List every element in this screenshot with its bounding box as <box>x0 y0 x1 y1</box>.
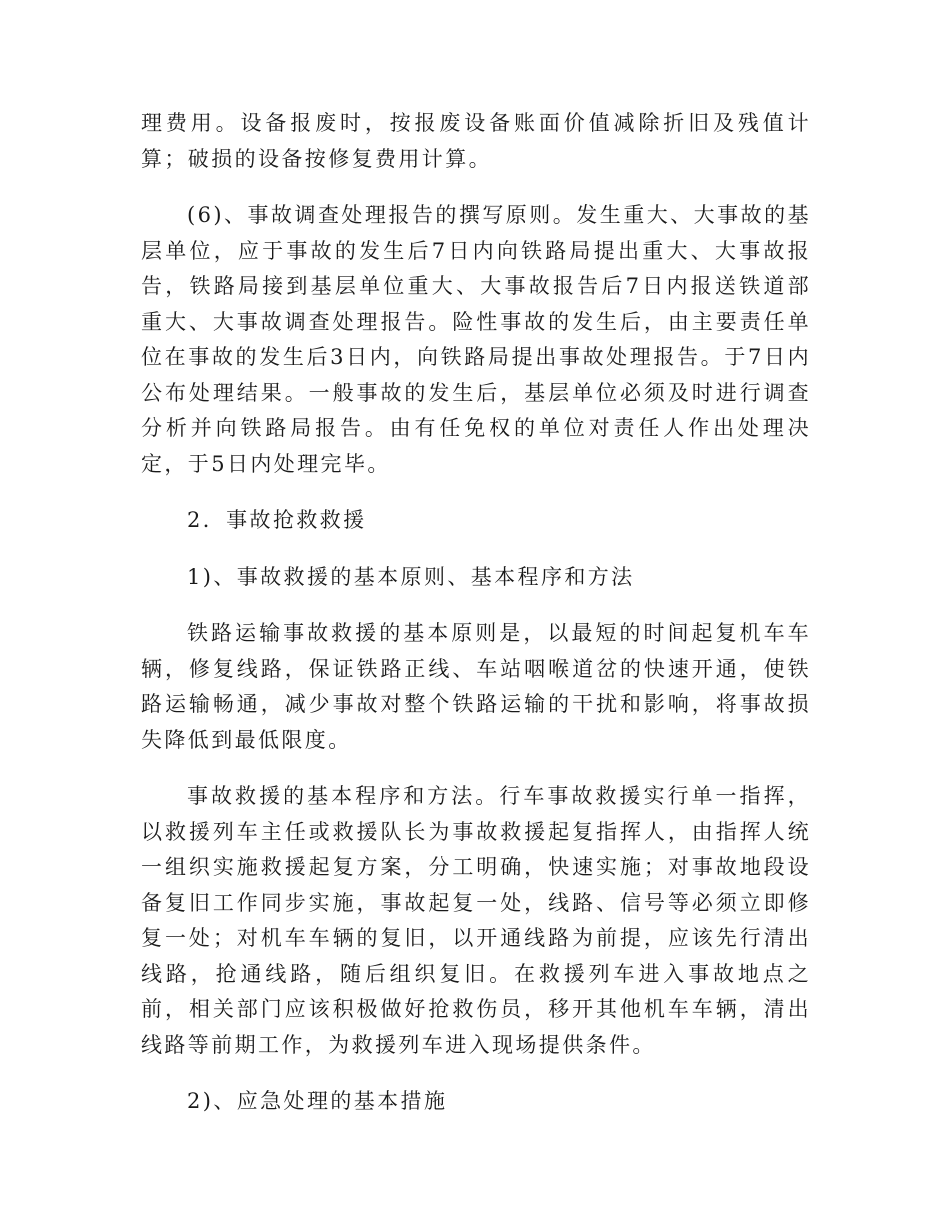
section-heading-rescue: 2．事故抢救救援 <box>187 508 367 532</box>
subsection-heading-principles: 1)、事故救援的基本原则、基本程序和方法 <box>187 564 635 589</box>
subsection-heading-emergency: 2)、应急处理的基本措施 <box>187 1089 448 1113</box>
paragraph-cost-continuation: 理费用。设备报废时，按报废设备账面价值减除折旧及残值计算；破损的设备按修复费用计算。 <box>141 111 811 171</box>
document-page <box>141 106 811 1120</box>
paragraph-report-principles: (6)、事故调查处理报告的撰写原则。发生重大、大事故的基层单位，应于事故的发生后7日内向铁路局提出重大、大事故报告，铁路局接到基层单位重大、大事故报告后7日内报送铁道部重大、大事故调查处理报告。险性事故的发生后，由主要责任单位在事故的发生后3日内，向铁路局提出事故处理报告。于7日内公布处理结果。一般事故的发生后，基层单位必须及时进行调查分析并向铁路局报告。由有任免权的单位对责任人作出处理决定，于5日内处理完毕。 <box>141 203 811 476</box>
paragraph-basic-principles: 铁路运输事故救援的基本原则是，以最短的时间起复机车车辆，修复线路，保证铁路正线、车站咽喉道岔的快速开通，使铁路运输畅通，减少事故对整个铁路运输的干扰和影响，将事故损失降低到最低限度。 <box>141 621 811 752</box>
paragraph-procedures: 事故救援的基本程序和方法。行车事故救援实行单一指挥，以救援列车主任或救援队长为事故救援起复指挥人，由指挥人统一组织实施救援起复方案，分工明确，快速实施；对事故地段设备复旧工作同步实施，事故起复一处，线路、信号等必须立即修复一处；对机车车辆的复旧，以开通线路为前提，应该先行清出线路，抢通线路，随后组织复旧。在救援列车进入事故地点之前，相关部门应该积极做好抢救伤员，移开其他机车车辆，清出线路等前期工作，为救援列车进入现场提供条件。 <box>141 784 811 1057</box>
